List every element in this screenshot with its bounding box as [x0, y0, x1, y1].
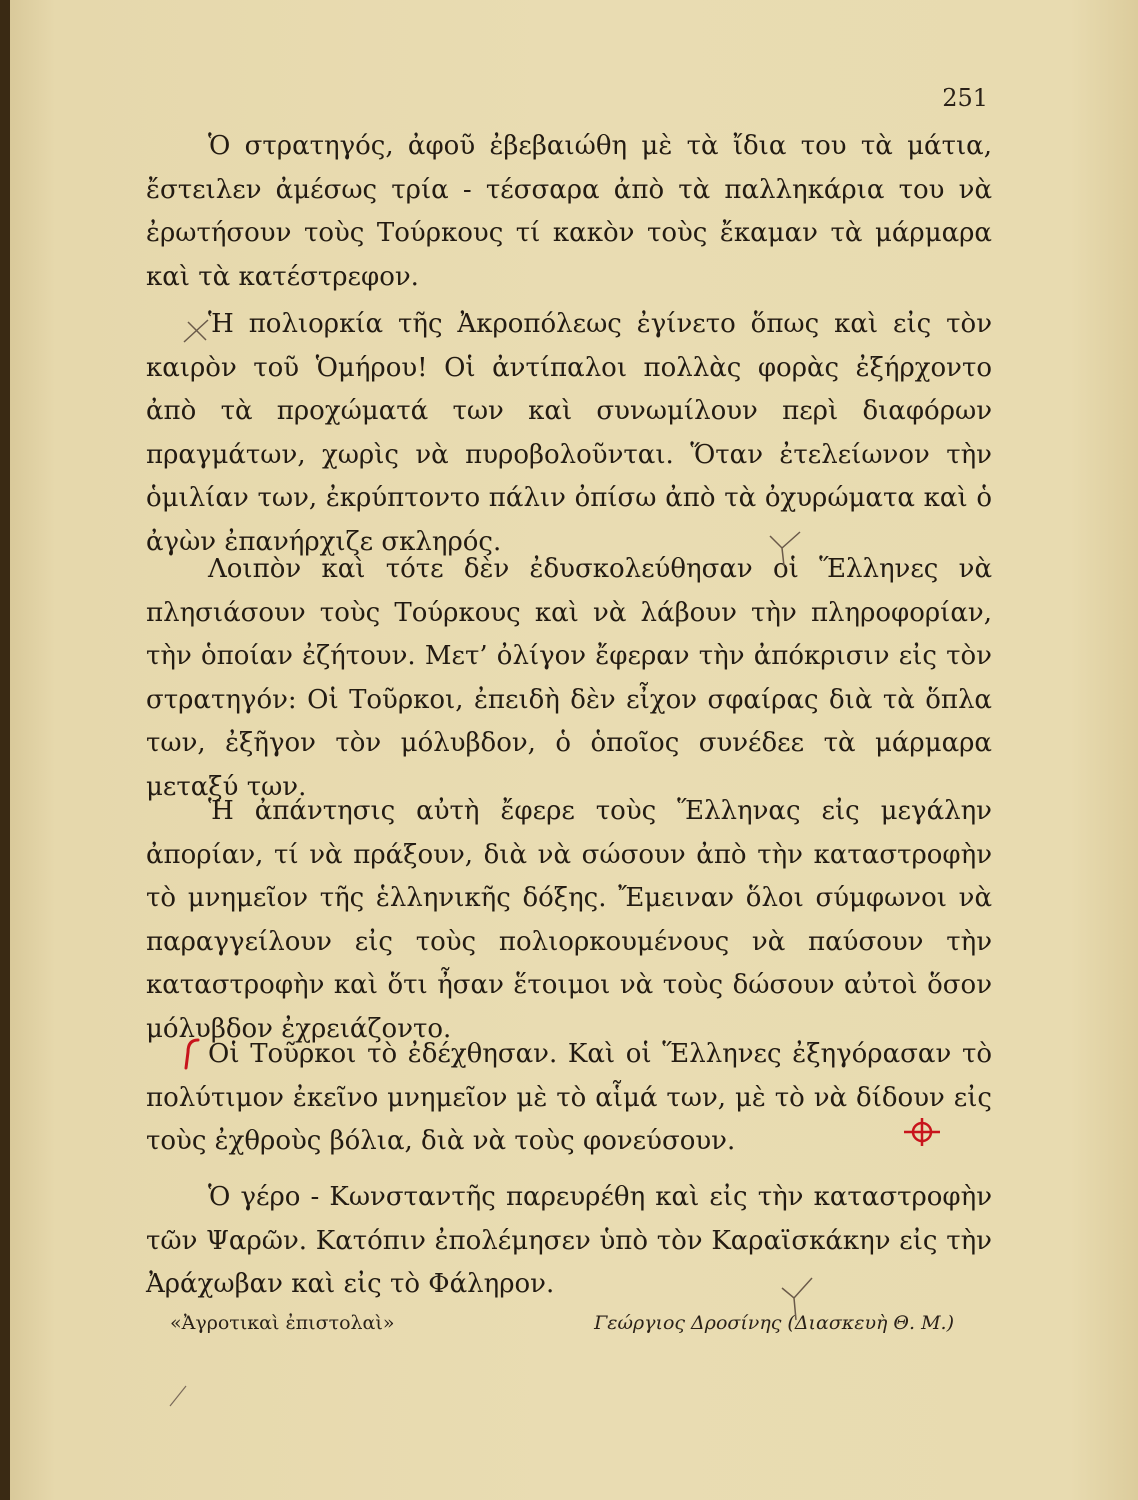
red-cross-circle-mark-icon: [900, 1114, 944, 1150]
footer-author: Γεώργιος Δροσίνης (Διασκευὴ Θ. Μ.): [594, 1312, 954, 1334]
paragraph-6: Ὁ γέρο - Κωνσταντῆς παρευρέθη καὶ εἰς τὴν καταστροφὴν τῶν Ψαρῶν. Κατόπιν ἐπολέμησεν ὑπὸ τὸν Καραϊσκάκην εἰς τὴν Ἀράχωβαν καὶ εἰς τὸ Φάληρον.: [146, 1182, 992, 1299]
paragraph-5: Οἱ Τοῦρκοι τὸ ἐδέχθησαν. Καὶ οἱ Ἕλληνες ἐξηγόρασαν τὸ πολύτιμον ἐκεῖνο μνημεῖον μὲ τὸ αἷμά των, μὲ τὸ νὰ δίδουν εἰς τοὺς ἐχθροὺς βόλια, διὰ νὰ τοὺς φονεύσουν.: [146, 1039, 992, 1156]
pencil-check-mark-icon-2: [778, 1266, 818, 1326]
paragraph-4: Ἡ ἀπάντησις αὐτὴ ἔφερε τοὺς Ἕλληνας εἰς μεγάλην ἀπορίαν, τί νὰ πράξουν, διὰ νὰ σώσουν ἀπὸ τὴν καταστροφὴν τὸ μνημεῖον τῆς ἑλληνικῆς δόξης. Ἔμειναν ὅλοι σύμφωνοι νὰ παραγγείλουν εἰς τοὺς πολιορκουμένους νὰ παύσουν τὴν καταστροφὴν καὶ ὅτι ἦσαν ἕτοιμοι νὰ τοὺς δώσουν αὐτοὶ ὅσον μόλυβδον ἐχρειάζοντο.: [146, 796, 992, 1044]
pencil-x-mark-icon: [180, 312, 214, 346]
book-page: [10, 0, 1138, 1500]
paragraph-3: Λοιπὸν καὶ τότε δὲν ἐδυσκολεύθησαν οἱ Ἕλληνες νὰ πλησιάσουν τοὺς Τούρκους καὶ νὰ λάβουν τὴν πληροφορίαν, τὴν ὁποίαν ἐζήτουν. Μετ’ ὀλίγον ἔφεραν τὴν ἀπόκρισιν εἰς τὸν στρατηγόν: Οἱ Τοῦρκοι, ἐπειδὴ δὲν εἶχον σφαίρας διὰ τὰ ὅπλα των, ἐξῆγον τὸν μόλυβδον, ὁ ὁποῖος συνέδεε τὰ μάρμαρα μεταξύ των.: [146, 554, 992, 802]
red-bracket-mark-icon: [180, 1036, 202, 1072]
pencil-check-mark-icon: [764, 524, 808, 570]
page-number: 251: [942, 84, 988, 112]
footer-source: «Ἀγροτικαὶ ἐπιστολαὶ»: [170, 1312, 395, 1334]
pencil-stroke-mark-icon: [166, 1380, 190, 1410]
paragraph-2: Ἡ πολιορκία τῆς Ἀκροπόλεως ἐγίνετο ὅπως καὶ εἰς τὸν καιρὸν τοῦ Ὁμήρου! Οἱ ἀντίπαλοι πολλὰς φορὰς ἐξήρχοντο ἀπὸ τὰ προχώματά των καὶ συνωμίλουν περὶ διαφόρων πραγμάτων, χωρὶς νὰ πυροβολοῦνται. Ὅταν ἐτελείωνον τὴν ὁμιλίαν των, ἐκρύπτοντο πάλιν ὀπίσω ἀπὸ τὰ ὀχυρώματα καὶ ὁ ἀγὼν ἐπανήρχιζε σκληρός.: [146, 309, 992, 557]
paragraph-1: Ὁ στρατηγός, ἀφοῦ ἐβεβαιώθη μὲ τὰ ἴδια του τὰ μάτια, ἔστειλεν ἀμέσως τρία - τέσσαρα ἀπὸ τὰ παλληκάρια του νὰ ἐρωτήσουν τοὺς Τούρκους τί κακὸν τοὺς ἔκαμαν τὰ μάρμαρα καὶ τὰ κατέστρεφον.: [146, 131, 992, 292]
